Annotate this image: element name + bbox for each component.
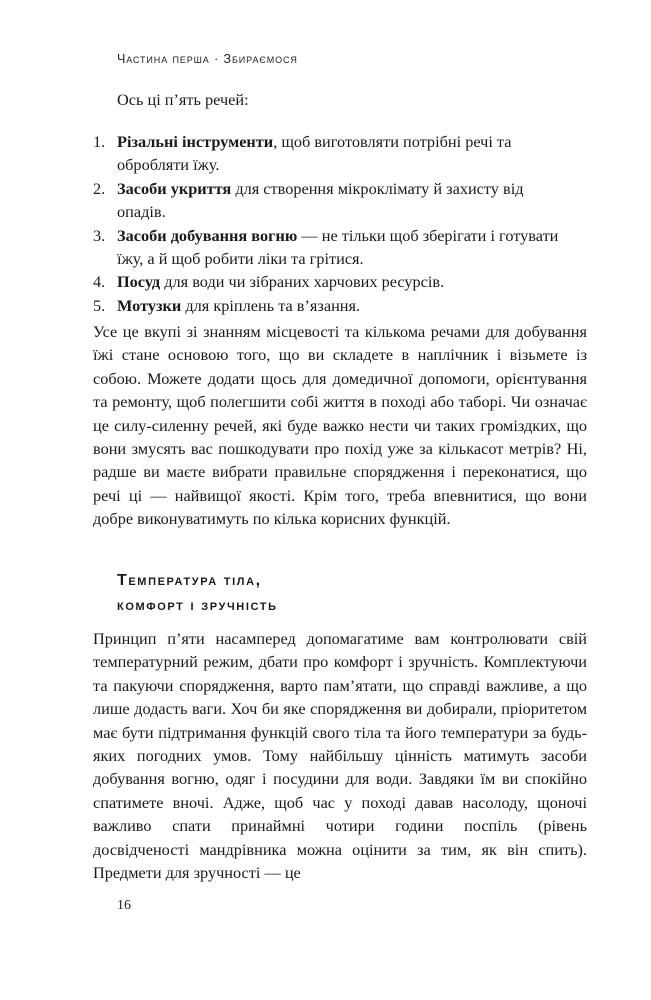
list-item-number: 1. xyxy=(93,132,106,151)
list-item xyxy=(93,224,563,271)
section-heading xyxy=(117,569,278,618)
list-item-number: 2. xyxy=(93,178,106,198)
list-item xyxy=(93,270,563,293)
section-heading-line: комфорт і зручність xyxy=(117,596,278,614)
list-item-text: , щоб виготовляти потрібні речі та обробляти їжу. xyxy=(117,132,512,175)
list-item-term: Засоби добування вогню xyxy=(117,225,298,245)
list-item-text: для кріплень та в’язання. xyxy=(181,295,361,315)
list-item-term: Посуд xyxy=(117,272,161,292)
section-heading-line: Температура тіла, xyxy=(117,572,262,589)
list-item xyxy=(93,294,563,317)
list-item-number: 5. xyxy=(93,295,106,315)
list-item-number: 3. xyxy=(93,225,106,245)
list-item-text: для створення мікроклімату й захисту від опадів. xyxy=(117,178,524,222)
list-item xyxy=(93,130,563,177)
list-item-term: Мотузки xyxy=(117,295,182,315)
list-item xyxy=(93,177,563,224)
running-head: Частина перша · Збираємося xyxy=(117,52,298,66)
body-paragraph: Принцип п’яти насамперед допомагатиме вам контролювати свій температурний режим, дбати про комфорт і зручність. Комплектуючи та пакуючи спорядження, варто пам’ятати, що справді важливе, а що лише додасть ваги. Хоч би яке спорядження ви добирали, пріоритетом має бути підтримання функцій свого тіла та його температури за будь-яких погодних умов. Тому найбільшу цінність матимуть засоби добування вогню, одяг і посудини для води. Завдяки їм ви спокійно спатимете вночі. Адже, щоб час у поході давав насолоду, щоночі важливо спати принаймні чотири години поспіль (рівень досвідченості мандрівника можна оцінити за тим, як він спить). Предмети для зручності — це xyxy=(93,629,587,883)
list-item-number: 4. xyxy=(93,272,106,292)
list-item-text: для води чи зібраних харчових ресурсів. xyxy=(160,272,445,292)
list-item-term: Різальні інструменти xyxy=(117,132,274,151)
list-item-term: Засоби укриття xyxy=(117,178,232,198)
intro-line: Ось ці п’ять речей: xyxy=(117,90,249,109)
page-number: 16 xyxy=(117,898,131,913)
body-paragraph: Усе це вкупі зі знанням місцевості та кількома речами для добування їжі стане основою того, що ви складете в наплічник і візьмете із собою. Можете додати щось для домедичної допомоги, орієнтування та ремонту, щоб полегшити собі життя в поході або таборі. Чи означає це силу-силенну речей, які буде важко нести чи таких громіздких, що вони змусять вас пошкодувати про похід уже за кількасот метрів? Ні, радше ви маєте вибрати правильне спорядження і переконатися, що речі ці — найвищої якості. Крім того, треба впевнитися, що вони добре виконуватимуть по кілька корисних функцій. xyxy=(93,322,587,529)
five-items-list xyxy=(93,130,563,317)
list-item-text: — не тільки щоб зберігати і готувати їжу, а й щоб робити ліки та грітися. xyxy=(117,225,559,269)
